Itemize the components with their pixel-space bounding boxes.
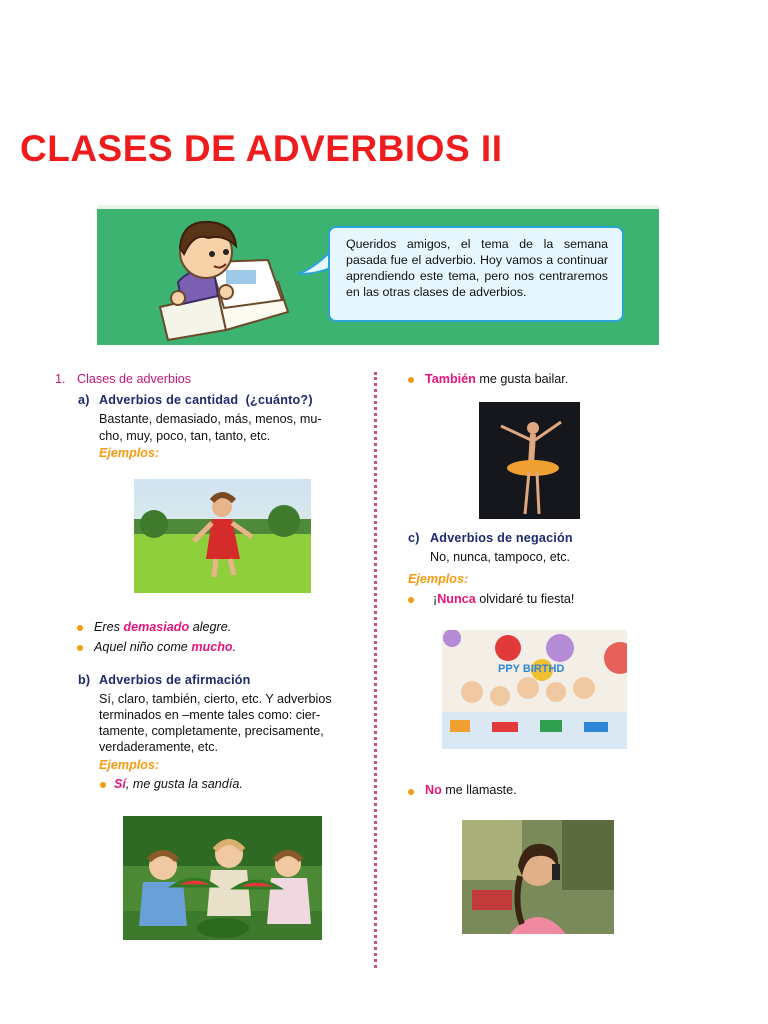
bullet-icon: [408, 377, 414, 383]
section-heading: Clases de adverbios: [77, 372, 192, 386]
page-title: CLASES DE ADVERBIOS II: [20, 128, 503, 169]
intro-text: Queridos amigos, el tema de la semana pasada fue el adverbio. Hoy vamos a continuar aprendiendo este tema, pero nos centraremos en las otras clases de adverbios.: [346, 237, 608, 299]
subsection-b-line3: tamente, completamente, precisamente,: [99, 724, 324, 738]
adverb-highlight: Nunca: [437, 592, 476, 606]
subsection-c-heading: Adverbios de negación: [430, 531, 573, 545]
subsection-b-letter: b): [78, 673, 91, 687]
subsection-c-letter: c): [408, 531, 420, 545]
bullet-icon: [77, 625, 83, 631]
adverb-highlight: mucho: [191, 640, 233, 654]
adverb-highlight: No: [425, 783, 442, 797]
girl-phone-photo: [462, 820, 614, 934]
subsection-a-ejemplos: Ejemplos:: [99, 446, 160, 460]
subsection-c-line1: No, nunca, tampoco, etc.: [430, 550, 571, 564]
girl-jumping-photo: [134, 479, 311, 593]
column-divider: [374, 372, 377, 968]
subsection-a-line1: Bastante, demasiado, más, menos, mu-: [99, 412, 322, 426]
bullet-icon: [408, 597, 414, 603]
subsection-a-heading: Adverbios de cantidad (¿cuánto?): [99, 393, 313, 407]
subsection-a-line2: cho, muy, poco, tan, tanto, etc.: [99, 429, 271, 443]
example-a1: Eres demasiado alegre.: [94, 620, 232, 634]
example-c2: No me llamaste.: [425, 783, 517, 797]
ballerina-photo: [479, 402, 580, 519]
bullet-icon: [100, 782, 106, 788]
example-b1: Sí, me gusta la sandía.: [114, 777, 243, 791]
bullet-icon: [77, 645, 83, 651]
subsection-c-ejemplos: Ejemplos:: [408, 572, 469, 586]
example-b2: También me gusta bailar.: [425, 372, 569, 386]
adverb-highlight: Sí: [114, 777, 126, 791]
subsection-b-line1: Sí, claro, también, cierto, etc. Y adverbios: [99, 692, 332, 706]
kids-watermelon-photo: [123, 816, 322, 940]
speech-bubble-tail: [296, 250, 332, 276]
subsection-b-line2: terminados en –mente tales como: cier-: [99, 708, 321, 722]
subsection-b-ejemplos: Ejemplos:: [99, 758, 160, 772]
example-c1: ¡Nunca olvidaré tu fiesta!: [433, 592, 575, 606]
subsection-b-line4: verdaderamente, etc.: [99, 740, 219, 754]
subsection-b-heading: Adverbios de afirmación: [99, 673, 251, 687]
section-number: 1.: [55, 372, 66, 386]
example-a2: Aquel niño come mucho.: [94, 640, 237, 654]
adverb-highlight: También: [425, 372, 476, 386]
birthday-party-photo: [442, 630, 627, 749]
bullet-icon: [408, 789, 414, 795]
subsection-a-letter: a): [78, 393, 90, 407]
boy-reading-illustration: [148, 212, 298, 342]
cake-banner-text: PPY BIRTHD: [498, 663, 565, 675]
adverb-highlight: demasiado: [123, 620, 190, 634]
speech-bubble: [328, 226, 624, 322]
